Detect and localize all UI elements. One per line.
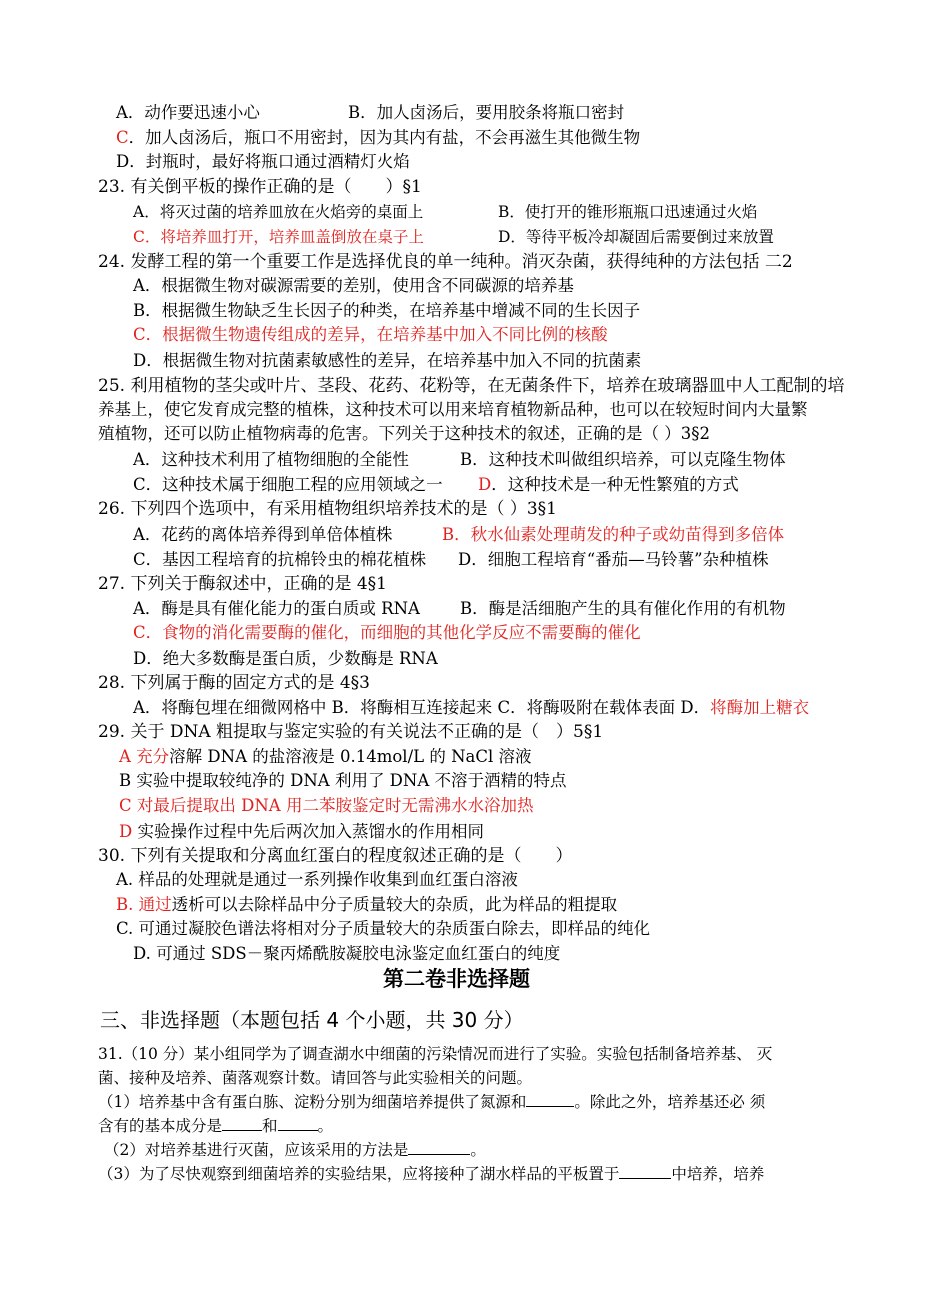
q31-part1-text-c: 含有的基本成分是 bbox=[98, 1117, 223, 1135]
q31-part2-text-a: （2）对培养基进行灭菌，应该采用的方法是 bbox=[104, 1141, 409, 1159]
q28-options-abc: A．将酶包埋在细微网格中 B．将酶相互连接起来 C．将酶吸附在载体表面 D． bbox=[133, 698, 711, 717]
q31-stem-line1: 31.（10 分）某小组同学为了调查湖水中细菌的污染情况而进行了实验。实验包括制备培养基、 灭 bbox=[98, 1045, 773, 1063]
q30-option-b bbox=[116, 894, 617, 916]
q23-option-c bbox=[133, 226, 424, 248]
q28-stem: 28. 下列属于酶的固定方式的是 4§3 bbox=[98, 673, 370, 693]
q29-option-d bbox=[119, 821, 484, 843]
q29-option-a-text: 溶解 DNA 的盐溶液是 0.14mol/L 的 NaCl 溶液 bbox=[169, 747, 532, 766]
q31-blank-5[interactable] bbox=[619, 1164, 671, 1179]
q25-option-a: A．这种技术利用了植物细胞的全能性 bbox=[133, 450, 409, 469]
q30-option-b-marked: B. 通过 bbox=[116, 895, 172, 914]
q25-stem-line1: 25. 利用植物的茎尖或叶片、茎段、花药、花粉等，在无菌条件下，培养在玻璃器皿中人工配制的培 bbox=[98, 376, 845, 396]
q26-option-a: A．花药的离体培养得到单倍体植株 bbox=[133, 525, 393, 544]
q29-option-c: C 对最后提取出 DNA 用二苯胺鉴定时无需沸水水浴加热 bbox=[119, 796, 534, 815]
q26-stem: 26. 下列四个选项中，有采用植物组织培养技术的是（ ）3§1 bbox=[98, 499, 557, 519]
q24-stem: 24. 发酵工程的第一个重要工作是选择优良的单一纯种。消灭杂菌，获得纯种的方法包括 二2 bbox=[98, 252, 793, 272]
q30-stem: 30. 下列有关提取和分离血红蛋白的程度叙述正确的是（ ） bbox=[98, 846, 573, 866]
q31-blank-3[interactable] bbox=[278, 1116, 318, 1131]
q29-stem: 29. 关于 DNA 粗提取与鉴定实验的有关说法不正确的是（ ）5§1 bbox=[98, 722, 604, 742]
q22-option-b: B．加人卤汤后，要用胶条将瓶口密封 bbox=[348, 103, 625, 122]
q23-option-a: A．将灭过菌的培养皿放在火焰旁的桌面上 bbox=[133, 203, 424, 221]
q23-option-d: D．等待平板冷却凝固后需要倒过来放置 bbox=[498, 228, 774, 246]
q22-option-a: A．动作要迅速小心 bbox=[116, 103, 260, 122]
q28-option-d-text: 将酶加上糖衣 bbox=[710, 698, 810, 717]
q22-option-d: D．封瓶时，最好将瓶口通过酒精灯火焰 bbox=[116, 152, 410, 171]
q23-option-c-text: C．将培养皿打开，培养皿盖倒放在桌子上 bbox=[133, 228, 424, 246]
q22-option-c bbox=[116, 127, 640, 149]
q25-option-c: C．这种技术属于细胞工程的应用领域之一 bbox=[133, 475, 443, 494]
q31-blank-4[interactable] bbox=[408, 1140, 470, 1155]
q31-part3-text-a: （3）为了尽快观察到细菌培养的实验结果，应将接种了湖水样品的平板置于 bbox=[98, 1165, 620, 1183]
q31-part1-line2 bbox=[98, 1115, 333, 1137]
q25-stem-line2: 养基上，使它发育成完整的植株，这种技术可以用来培育植物新品种，也可以在较短时间内大量繁 bbox=[98, 400, 808, 419]
part2-title: 第二卷非选择题 bbox=[383, 967, 530, 991]
q25-option-d bbox=[478, 474, 739, 496]
q31-stem-line2: 菌、接种及培养、菌落观察计数。请回答与此实验相关的问题。 bbox=[98, 1069, 533, 1087]
q28-options bbox=[133, 697, 809, 719]
q31-part2-line bbox=[104, 1139, 486, 1161]
q22-option-c-text: ．加人卤汤后，瓶口不用密封，因为其内有盐，不会再滋生其他微生物 bbox=[128, 128, 641, 147]
q24-option-d: D．根据微生物对抗菌素敏感性的差异，在培养基中加入不同的抗菌素 bbox=[133, 351, 642, 370]
q31-part1-text-b: 。除此之外，培养基还必 须 bbox=[574, 1093, 766, 1111]
q30-option-c: C. 可通过凝胶色谱法将相对分子质量较大的杂质蛋白除去，即样品的纯化 bbox=[116, 919, 651, 938]
q29-option-d-text: 实验操作过程中先后两次加入蒸馏水的作用相同 bbox=[132, 822, 484, 841]
q27-option-c: C．食物的消化需要酶的催化，而细胞的其他化学反应不需要酶的催化 bbox=[133, 623, 641, 642]
q29-option-a bbox=[119, 746, 532, 768]
q30-option-a: A. 样品的处理就是通过一系列操作收集到血红蛋白溶液 bbox=[116, 870, 518, 889]
q24-option-a: A．根据微生物对碳源需要的差别，使用含不同碳源的培养基 bbox=[133, 276, 574, 295]
q23-option-b: B．使打开的锥形瓶瓶口迅速通过火焰 bbox=[498, 203, 758, 221]
q31-part1-text-d: 和 bbox=[262, 1117, 278, 1135]
q25-option-b: B．这种技术叫做组织培养，可以克隆生物体 bbox=[460, 450, 786, 469]
q29-option-b: B 实验中提取较纯净的 DNA 利用了 DNA 不溶于酒精的特点 bbox=[119, 771, 567, 790]
q29-option-a-marked: A 充分 bbox=[119, 747, 170, 766]
q30-option-d: D. 可通过 SDS－聚丙烯酰胺凝胶电泳鉴定血红蛋白的纯度 bbox=[133, 944, 561, 963]
q24-option-b: B．根据微生物缺乏生长因子的种类，在培养基中增减不同的生长因子 bbox=[133, 301, 641, 320]
q31-blank-1[interactable] bbox=[526, 1092, 574, 1107]
q25-stem-line3: 殖植物，还可以防止植物病毒的危害。下列关于这种技术的叙述，正确的是（ ）3§2 bbox=[98, 424, 710, 443]
q30-option-b-text: 透析可以去除样品中分子质量较大的杂质，此为样品的粗提取 bbox=[171, 895, 618, 914]
q26-option-b: B．秋水仙素处理萌发的种子或幼苗得到多倍体 bbox=[442, 525, 785, 544]
q31-part1-line1 bbox=[98, 1091, 765, 1113]
q27-stem: 27. 下列关于酶叙述中，正确的是 4§1 bbox=[98, 574, 387, 594]
q31-blank-2[interactable] bbox=[222, 1116, 262, 1131]
q26-option-c: C．基因工程培育的抗棉铃虫的棉花植株 bbox=[133, 550, 427, 569]
q26-option-d: D．细胞工程培育“番茄—马铃薯”杂种植株 bbox=[458, 550, 769, 569]
q24-option-c: C．根据微生物遗传组成的差异，在培养基中加入不同比例的核酸 bbox=[133, 325, 608, 344]
q31-part1-text-e: 。 bbox=[317, 1117, 334, 1135]
q22-option-c-letter: C bbox=[116, 128, 129, 147]
q23-stem: 23. 有关倒平板的操作正确的是（ ）§1 bbox=[98, 177, 422, 197]
q31-part1-text-a: （1）培养基中含有蛋白胨、淀粉分别为细菌培养提供了氮源和 bbox=[98, 1093, 527, 1111]
q27-option-b: B．酶是活细胞产生的具有催化作用的有机物 bbox=[460, 599, 786, 618]
q29-option-d-letter: D bbox=[119, 822, 133, 841]
q31-part3-text-b: 中培养，培养 bbox=[671, 1165, 765, 1183]
q31-part3-line bbox=[98, 1163, 764, 1185]
q27-option-d: D．绝大多数酶是蛋白质，少数酶是 RNA bbox=[133, 649, 438, 668]
q25-option-d-letter: D bbox=[478, 475, 492, 494]
q31-part2-text-b: 。 bbox=[470, 1141, 486, 1159]
q27-option-a: A．酶是具有催化能力的蛋白质或 RNA bbox=[133, 599, 420, 618]
q25-option-d-rest: ．这种技术是一种无性繁殖的方式 bbox=[491, 475, 739, 494]
section3-title: 三、非选择题（本题包括 4 个小题，共 30 分） bbox=[100, 1008, 524, 1032]
